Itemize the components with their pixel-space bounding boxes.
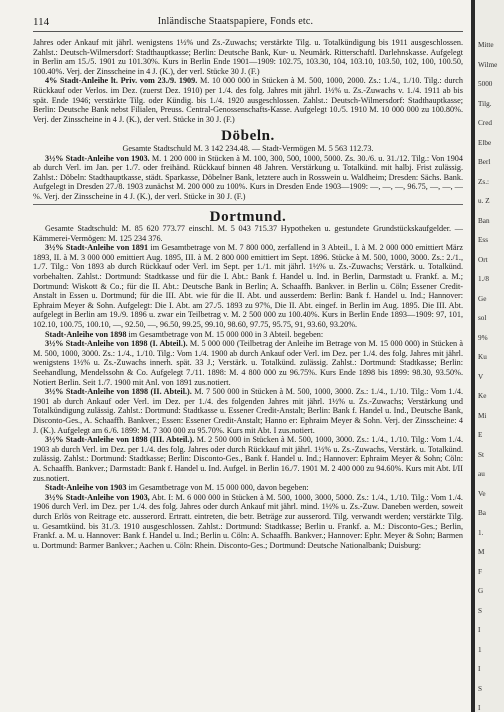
paragraph-text: im Gesamtbetrage von M. 7 800 000, zerfallend in 3 Abteil., I. à M. 2 000 000 emittiert März 1893, II. à M. 3 000 000 emittiert Aug. 1895, III. à M. 2 800 000 emittiert im Sept. 1896. Stücke à M. 500, 1000, 3000. Zs.: 2./1., 1./7. Tilg.: Von 1893 ab durch Rückkauf oder Verl. im Sept. per 1./1. mit jährl. 1½% u. Zs.-Zuwachs; Verstärk. u. Totalkünd. vorbehalten. Zahlst.: Dortmund: Stadtkasse und für die I. Abt.: Bank f. Handel u. Ind. in Berlin, Darmstadt u. Frankf. a. M.; Dortmund: Wiskott & Co.; für die II. Abt.: Deutsche Bank in Berlin; A. Schaaffh. Bankver. in Berlin u. Cöln; Essener Credit-Anstalt in Essen u. Dortmund; für die III. Abt. wie für die II. Abt. und ausserdem: Berlin: Bank f. Handel u. Ind.; Hannover: Ephraim Meyer & Sohn. Aufgelegt: Die I. Abt. am 27./5. 1893 zu 97%, Die II. Abt. eingef. in Berlin im Aug. 1895. Die III. Abt. aufgelegt in Berlin am 19./9. 1896 u. zwar ein Teilbetrag v. M. 2 500 000 zu 100.40%. Kurs in Berlin Ende 1893—1909: 97, 101, 102.10, 100.75, 100.10, —, 92.50, —, 96.50, 99.25, 99.10, 98.60, 97.75, 95.75, 91, 93.60, 93.20%. [33, 243, 463, 330]
paragraph [33, 387, 463, 435]
bond-heading: Stadt-Anleihe von 1898 [45, 329, 127, 339]
page-number: 114 [33, 16, 50, 28]
section-summary: Gesamte Stadtschuld M. 3 142 234.48. — Stadt-Vermögen M. 5 563 112.73. [122, 143, 374, 153]
adjacent-page-fragment: S [478, 606, 482, 615]
adjacent-page-fragment: F [478, 567, 482, 576]
paragraph [33, 243, 463, 329]
bond-heading: 3½% Stadt-Anleihe von 1898 (I. Abteil.). [45, 339, 188, 349]
bond-heading: 3½% Stadt-Anleihe von 1891 [45, 243, 149, 253]
adjacent-page-fragment: Ban [478, 216, 490, 225]
adjacent-page-fragment: 1./8 [478, 275, 489, 283]
section-title-dortmund: Dortmund. [209, 208, 287, 225]
page-body [33, 38, 463, 550]
bond-heading: 3½% Stadt-Anleihe von 1903, [45, 492, 150, 502]
paragraph-text: M. 5 000 000 (Teilbetrag der Anleihe im Betrage von M. 15 000 000) in Stücken à M. 500, 1000, 3000. Zs.: 1./4., 1./10. Tilg.: Vom 1./4. 1900 ab durch Ankauf oder Verl. im Dez. per 1./4. des folg. Jahres mit jährl. wenigstens 1½% u. Zs.-Zuwachs innerh. spät. 33 J.; Verstärk. u. Totalkünd. zulässig. Zahlst.: Dortmund: Stadtkasse; Berlin: Seehandlung, Mendelssohn & Co. Aufgelegt 7./11. 1898: M. 4 800 000 zu 96.75%. Kurs Ende 1898 bis 1899: 98.30, 93.50%. Notiert Berlin. Seit 1./7. 1900 mit Anl. von 1891 zus.notiert. [33, 339, 463, 387]
adjacent-page-fragment: Ba [478, 509, 486, 517]
adjacent-page-fragment: Ge [478, 294, 487, 303]
bond-heading: Stadt-Anleihe von 1903 [45, 483, 127, 493]
paragraph-text: im Gesamtbetrage von M. 15 000 000, davon begeben: [128, 483, 309, 493]
adjacent-page-fragment: E [478, 431, 483, 439]
paragraph [33, 435, 463, 483]
adjacent-page-fragment: 5000 [478, 80, 493, 88]
paragraph-text: Abt. I: M. 6 000 000 in Stücken à M. 500, 1000, 3000, 5000. Zs.: 1./4., 1./10. Tilg.: Vom 1./4. 1906 durch Verl. im Dez. per 1./4. des folg. Jahres oder durch Ankauf mit jährl. mind. 1½% u. Zs.-Zuw. Daneben werden, soweit durch Erlös von Reitrage etc. ausserord. Ertratt. eintreten, die betr. Beträge zur ausserord. Tilg. verwandt werden; verstärkte Tilg. u. Gesamtkünd. bis 31./3. 1910 ausgeschlossen. Zahlst.: Dortmund: Stadtkasse; Berlin u. Frankf. a. M.: Disconto-Ges.; Berlin, Frankf. a. M. u. Hannover: Bank f. Handel u. Ind.; Berlin u. Cöln: A. Schaaffh. Bankver.; Hannover: Ephr. Meyer & Sohn; Barmen u. Dortmund: Barmer Bankver.; Aachen u. Cöln: Rhein. Disconto-Ges.; Dortmund: Deutsche Nationalbank; Duisburg: [33, 492, 463, 550]
adjacent-page-fragment: Ke [478, 392, 487, 400]
adjacent-page-fragment: I [478, 626, 481, 634]
adjacent-page-fragment: Ort [478, 255, 488, 264]
bond-heading: 3½% Stadt-Anleihe von 1898 (III. Abteil.). [45, 435, 195, 445]
adjacent-page-fragment: u. Z [478, 197, 490, 205]
adjacent-page-fragment: St [478, 450, 484, 459]
bond-heading: 3½% Stadt-Anleihe von 1898 (II. Abteil.). [45, 387, 192, 397]
paragraph-text: im Gesamtbetrage von M. 15 000 000 in 3 Abteil. begeben: [128, 329, 324, 339]
paragraph [33, 339, 463, 387]
adjacent-page-fragment: V [478, 372, 484, 381]
paragraph [33, 154, 463, 202]
adjacent-page-fragment: S [478, 684, 482, 693]
paragraph [33, 483, 463, 493]
adjacent-page-fragment: G [478, 587, 484, 595]
adjacent-page-edge [475, 0, 504, 712]
page-header [0, 0, 471, 34]
adjacent-page-fragment: M [478, 548, 485, 556]
paragraph-text: M. 2 500 000 in Stücken à M. 500, 1000, 3000. Zs.: 1./4., 1./10. Tilg.: Vom 1./4. 1903 ab durch Verl. im Dez. per 1./4. des folg. Jahres oder durch Rückkauf mit jährl. 1½% u. Zs.-Zuwachs, Verstärk. u. Totalkünd. zulässig. Zahlst.: Dortmund: Stadtkasse; Berlin: Disconto-Ges., Bank f. Handel u. Ind.; Hannover: Ephraim Meyer & Sohn; Cöln: A. Schaaffh. Bankver.; Darmstadt: Bank f. Handel u. Ind. Aufgel. in Berlin 16./7. 1901 M. 2 400 000 zu 94.60%. Kurs mit Abt. I/II zus.notiert. [33, 435, 463, 483]
adjacent-page-fragment: Ku [478, 353, 487, 361]
paragraph-text: M. 1 200 000 in Stücken à M. 100, 300, 500, 1000, 5000. Zs. 30./6. u. 31./12. Tilg.: Von 1904 ab durch Verl. im Jan. per 1./7. oder freihänd. Rückkauf binnen 48 Jahren. Verstärkung u. Totalkünd. mit halbj. Frist zulässig. Zahlst.: Döbeln: Stadthauptkasse, städt. Sparkasse, Döbelner Bank, letztere auch in Rosswein u. Waldheim; Dresden: Sächs. Bank. Aufgelegt in Dresden 27./8. 1903 zunächst M. 200 000 zu 100%. Kurs in Dresden Ende 1903—1909: —, —, —, 96.75, —, —, —%. Verj. der Zinsscheine in 4 J. (K.), der verl. Stücke in 30 J. (F.) [33, 153, 463, 201]
running-title: Inländische Staatspapiere, Fonds etc. [157, 16, 314, 27]
adjacent-page-fragment: Ess [478, 236, 488, 244]
section-summary: Gesamte Stadtschuld: M. 85 620 773.77 einschl. M. 5 043 715.37 Hypotheken u. gestundete Grundstückskaufgelder. — Kämmerei-Vermögen: M. 125 234 376. [33, 224, 463, 243]
bond-heading: 4% Stadt-Anleihe lt. Priv. vom 23./9. 1909. [45, 76, 198, 86]
paragraph-text: M. 10 000 000 in Stücken à M. 500, 1000, 2000. Zs.: 1./4., 1./10. Tilg.: durch Rückkauf oder Verlos. im Dez. (zuerst Dez. 1910) per 1./4. des folg. Jahres mit jährl. 1½% u. Zs.-Zuwachs v. 1./4. 1911 ab bis spät. Ende 1946; verstärkte Tilg. oder Kündig. bis 1./4. 1920 ausgeschlossen. Zahlst.: Deutsch-Wilmersdorf: Stadthauptkasse; Berlin: Deutsche Bank nebst Filialen, Preuss. Central-Genossenschafts-Kasse. Aufgelegt 10./5. 1910 M. 10 000 000 zu 100.80%. Verj. der Zinsscheine in 4 J. (K.), der verl. Stücke in 30 J. (F.) [33, 76, 463, 124]
adjacent-page-fragment: Wilme [478, 60, 498, 69]
paragraph [33, 493, 463, 551]
adjacent-page-fragment: Mi [478, 411, 487, 420]
paragraph [33, 330, 463, 340]
adjacent-page-fragment: Ve [478, 489, 486, 498]
section-rule [33, 204, 463, 205]
adjacent-page-fragment: Cred [478, 119, 492, 127]
adjacent-page-fragment: I [478, 665, 481, 673]
paragraph: Jahres oder Ankauf mit jährl. wenigstens 1½% und Zs.-Zuwachs; verstärkte Tilg. u. Totalkündigung bis 1911 ausgeschlossen. Zahlst.: Deutsch-Wilmersdorf: Stadthauptkasse; Berlin: Deutsche Bank, Kur- u. Neumärk. Ritterschaftl. Darlehnskasse. Aufgelegt in Berlin am 15./5. 1901 zu 101.30%. Kurs in Berlin Ende 1901—1909: 102.75, 103.30, 104, 103.10, 103.50, 102, 100, 100.50, 100.40%. Verj. der Zinsscheine in 4 J. (K.), der verl. Stücke 30 J. (F.) [33, 38, 463, 76]
adjacent-page-fragment: Mitte [478, 41, 494, 49]
adjacent-page-fragment: Elbe [478, 138, 492, 147]
adjacent-page-fragment: 1. [478, 528, 484, 537]
adjacent-page-fragment: Tilg. [478, 99, 492, 108]
adjacent-page-fragment: Berl [478, 158, 491, 166]
adjacent-page-fragment: au [478, 470, 485, 478]
header-rule [33, 31, 463, 32]
adjacent-page-fragment: I [478, 704, 481, 712]
section-title-doebeln: Döbeln. [221, 128, 275, 145]
paragraph-text: M. 7 500 000 in Stücken à M. 500, 1000, 3000. Zs.: 1./4., 1./10. Tilg.: Vom 1./4. 1901 ab durch Ankauf oder Verl. im Dez. per 1./4. des folgenden Jahres mit jährl. 1½% u. Zs.-Zuwachs; Verstärkung und Totalkündigung zulässig. Zahlst.: Dortmund: Stadtkasse u. Essener Credit-Anstalt; Berlin: Bank f. Handel u. Ind., Deutsche Bank, Disconto-Ges., A. Schaaffh. Bankver.; Essen: Essener Credit-Anstalt; Hanno er: Ephraim Meyer & Sohn. Verj. der Zinsscheine: 4 J. (K.). Aufgelegt am 6./6. 1899: M. 7 300 000 zu 95.70%. Kurs mit Abt. I zus.notiert. [33, 387, 463, 435]
adjacent-page-fragment: Zs.: [478, 177, 489, 186]
adjacent-page-fragment: sol [478, 314, 487, 322]
adjacent-page-fragment: 9% [478, 333, 488, 342]
adjacent-page-fragment: 1 [478, 645, 482, 654]
paragraph [33, 76, 463, 124]
bond-heading: 3½% Stadt-Anleihe von 1903. [45, 153, 150, 163]
